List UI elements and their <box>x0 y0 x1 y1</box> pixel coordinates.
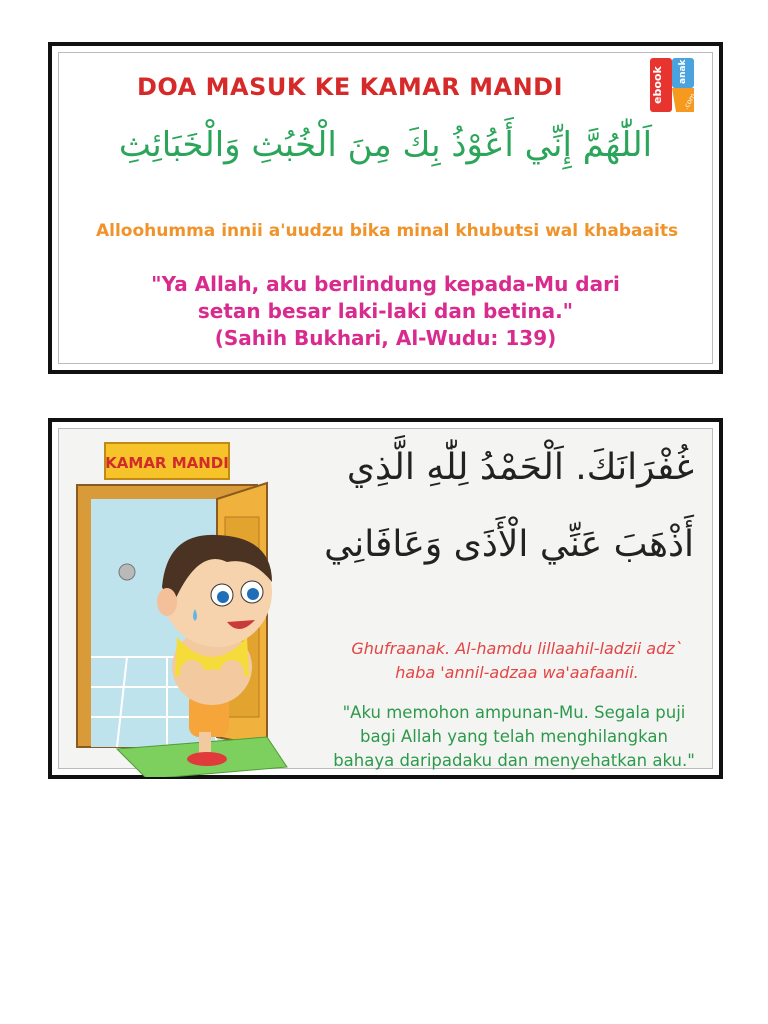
card-inner <box>58 428 713 769</box>
arabic-prayer: اَللّٰهُمَّ إِنِّي أَعُوْذُ بِكَ مِنَ الْخُبُثِ وَالْخَبَائِثِ <box>118 125 653 165</box>
ebookanak-logo <box>648 56 698 114</box>
card-title: DOA MASUK KE KAMAR MANDI <box>137 73 563 101</box>
translation-line: "Aku memohon ampunan-Mu. Segala puji <box>342 703 686 722</box>
door-knob <box>119 564 135 580</box>
arabic-line: غُفْرَانَكَ. اَلْحَمْدُ لِلّٰهِ الَّذِي <box>346 447 694 488</box>
transliteration-line: haba 'annil-adzaa wa'aafaanii. <box>395 663 639 682</box>
translation-line: bagi Allah yang telah menghilangkan <box>360 727 668 746</box>
transliteration-block <box>312 637 722 685</box>
transliteration-line: Ghufraanak. Al-hamdu lillaahil-ladzii adz` <box>351 639 683 658</box>
logo-text-sub: .com <box>681 92 698 111</box>
translation-block <box>304 701 724 773</box>
logo-text-alt: anak <box>678 59 688 84</box>
transliteration: Alloohumma innii a'uudzu bika minal khubutsi wal khabaaits <box>96 221 679 241</box>
card-inner <box>58 52 713 364</box>
translation-line: "Ya Allah, aku berlindung kepada-Mu dari <box>151 272 620 296</box>
prayer-card-exit-bathroom <box>48 418 723 779</box>
translation-line: setan besar laki-laki dan betina." <box>197 299 574 323</box>
hadith-reference: (Sahih Bukhari, Al-Wudu: 139) <box>214 326 557 350</box>
sign-text: KAMAR MANDI <box>105 454 229 472</box>
translation-line: bahaya daripadaku dan menyehatkan aku." <box>333 751 695 770</box>
prayer-card-enter-bathroom <box>48 42 723 374</box>
arabic-line: أَذْهَبَ عَنِّي الْأَذَى وَعَافَانِي <box>324 524 694 565</box>
translation-block <box>59 271 712 352</box>
logo-text-main: ebook <box>651 66 664 104</box>
sandal <box>187 752 227 766</box>
bathroom-boy-illustration <box>67 437 307 777</box>
